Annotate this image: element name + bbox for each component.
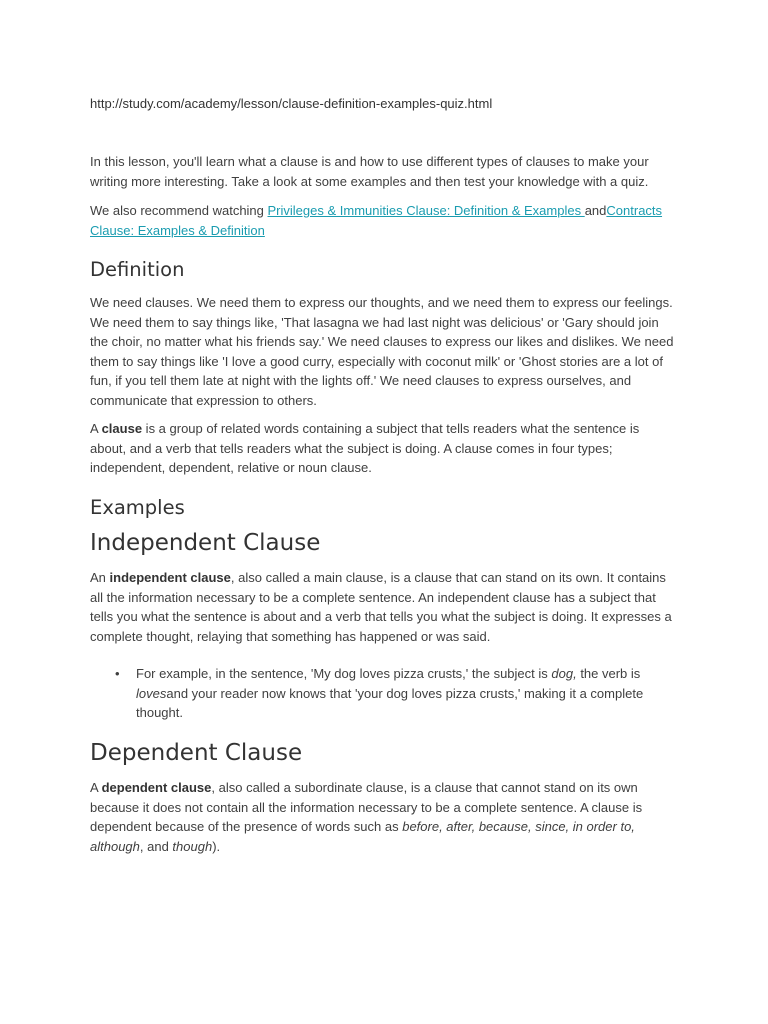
independent-clause-paragraph — [90, 568, 678, 646]
text-span: the verb is — [576, 666, 641, 681]
independent-clause-heading: Independent Clause — [90, 530, 321, 556]
definition-paragraph-1: We need clauses. We need them to express our thoughts, and we need them to express our feelings. We need them to say things like, 'That lasagna we had last night was delicious' or 'Gary should join the choir, no matter what his friends say.' We need clauses to express our likes and dislikes. We need them to say things like 'I love a good curry, especially with coconut milk' or 'Ghost stories are a lot of fun, if you tell them late at night with the lights off.' We need clauses to express ourselves, and communicate that expression to others. — [90, 295, 674, 408]
italic-term: before, after, because, since, in order to, although — [90, 819, 635, 854]
examples-heading: Examples — [90, 496, 185, 519]
dependent-clause-paragraph — [90, 778, 678, 856]
italic-term: though — [172, 838, 213, 854]
text-span: A — [90, 780, 102, 795]
recommend-and: and — [584, 203, 607, 218]
dependent-clause-term: dependent clause — [101, 780, 212, 795]
bullet-icon: • — [115, 666, 120, 681]
text-span: For example, in the sentence, 'My dog loves pizza crusts,' the subject is — [136, 666, 552, 681]
text-span: , also called a main clause, is a clause that can stand on its own. It contains all the information necessary to be a complete sentence. An independent clause has a subject that tells you what the sentence is about and a verb that tells you what the subject is doing. It expresses a complete thought, relaying that something has happened or was said. — [90, 570, 672, 644]
text-span: A — [90, 421, 102, 436]
privileges-clause-link[interactable]: Privileges & Immunities Clause: Definition & Examples — [267, 203, 585, 218]
list-item — [90, 664, 666, 723]
text-span: An — [90, 570, 110, 585]
contracts-clause-link[interactable]: Contracts Clause: Examples & Definition — [90, 203, 663, 238]
dependent-clause-heading: Dependent Clause — [90, 740, 303, 766]
definition-heading: Definition — [90, 258, 185, 281]
clause-term: clause — [101, 421, 143, 436]
recommend-paragraph — [90, 201, 678, 240]
source-url[interactable]: http://study.com/academy/lesson/clause-definition-examples-quiz.html — [90, 96, 493, 111]
intro-paragraph: In this lesson, you'll learn what a clause is and how to use different types of clauses to make your writing more interesting. Take a look at some examples and then test your knowledge with a quiz. — [90, 154, 649, 189]
independent-clause-term: independent clause — [109, 570, 231, 585]
text-span: , and — [139, 838, 173, 854]
recommend-prefix: We also recommend watching — [90, 203, 268, 218]
text-span: is a group of related words containing a subject that tells readers what the sentence is about, and a verb that tells readers what the subject is doing. A clause comes in four types; independent, dependent, relative or noun clause. — [90, 421, 640, 476]
text-span: , also called a subordinate clause, is a clause that cannot stand on its own because it does not contain all the information necessary to be a complete sentence. A clause is dependent because of the presence of words such as — [90, 780, 643, 835]
text-span: ). — [212, 838, 221, 854]
text-span: and your reader now knows that 'your dog loves pizza crusts,' making it a complete thought. — [136, 685, 644, 721]
italic-term: loves — [136, 685, 167, 701]
definition-paragraph-2 — [90, 419, 678, 478]
example-list — [90, 664, 678, 723]
italic-term: dog, — [551, 666, 577, 681]
